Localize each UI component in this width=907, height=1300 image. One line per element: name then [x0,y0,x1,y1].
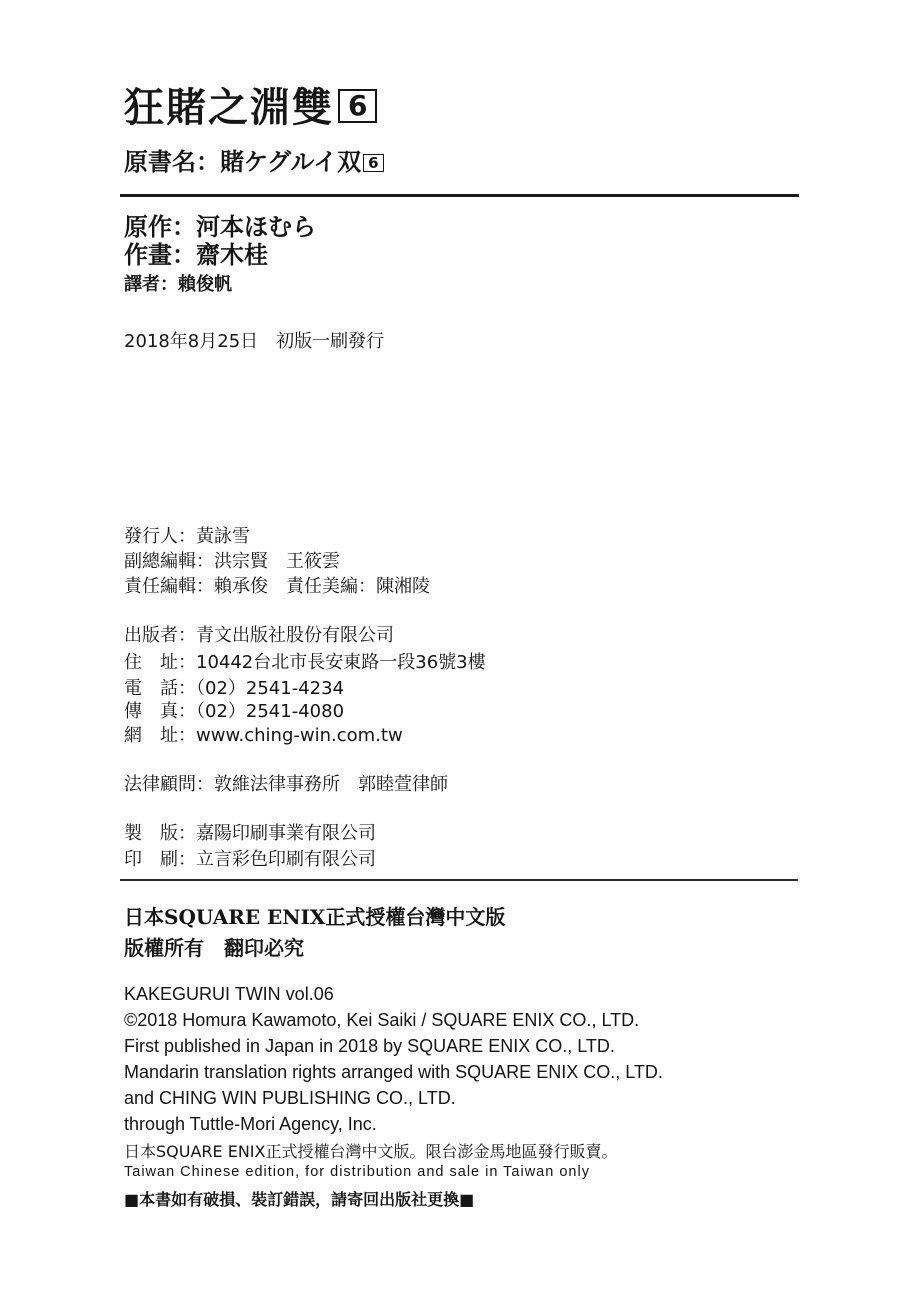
printer: 印 刷：立言彩色印刷有限公司 [124,849,376,870]
translator: 譯者：賴俊帆 [124,274,232,295]
book-title-text: 狂賭之淵雙 [124,85,334,131]
original-volume-box: 6 [363,154,383,172]
responsible-editors: 責任編輯：賴承俊 責任美編：陳湘陵 [124,576,430,597]
english-line: First published in Japan in 2018 by SQUARE ENIX CO., LTD. [124,1036,615,1056]
original-title-text: 原書名：賭ケグルイ双 [124,148,362,176]
deputy-editors: 副總編輯：洪宗賢 王筱雲 [124,551,340,572]
legal-advisor: 法律顧問：敦維法律事務所 郭睦萱律師 [124,774,448,795]
copyright-statement: 版權所有 翻印必究 [124,936,304,960]
original-author: 原作：河本ほむら [124,213,316,241]
title-divider [120,194,799,197]
original-title [124,146,384,178]
distribution-zh: 日本SQUARE ENIX正式授權台灣中文版。限台澎金馬地區發行販賣。 [124,1142,618,1161]
volume-number-box: 6 [338,89,377,123]
publisher-phone: 電 話：（02）2541-4234 [124,678,345,699]
plate-maker: 製 版：嘉陽印刷事業有限公司 [124,823,376,844]
publisher-website: 網 址：www.ching-win.com.tw [124,725,403,746]
publisher-fax: 傳 真：（02）2541-4080 [124,701,345,722]
english-line: Mandarin translation rights arranged with SQUARE ENIX CO., LTD. [124,1062,663,1082]
publisher-company: 出版者：青文出版社股份有限公司 [124,625,394,646]
english-line: KAKEGURUI TWIN vol.06 [124,984,334,1004]
artist: 作畫：齋木桂 [124,241,268,269]
license-statement: 日本SQUARE ENIX正式授權台灣中文版 [124,905,506,929]
english-line: through Tuttle-Mori Agency, Inc. [124,1114,377,1134]
publication-date: 2018年8月25日 初版一刷發行 [124,331,385,352]
english-line: ©2018 Homura Kawamoto, Kei Saiki / SQUARE ENIX CO., LTD. [124,1010,640,1030]
publisher-person: 發行人：黃詠雪 [124,526,250,547]
publisher-address: 住 址：10442台北市長安東路一段36號3樓 [124,652,486,673]
distribution-en: Taiwan Chinese edition, for distribution and sale in Taiwan only [124,1164,590,1180]
english-line: and CHING WIN PUBLISHING CO., LTD. [124,1088,456,1108]
damage-notice: ■本書如有破損、裝訂錯誤，請寄回出版社更換■ [124,1190,475,1209]
book-title [124,84,377,132]
license-divider [120,879,798,881]
